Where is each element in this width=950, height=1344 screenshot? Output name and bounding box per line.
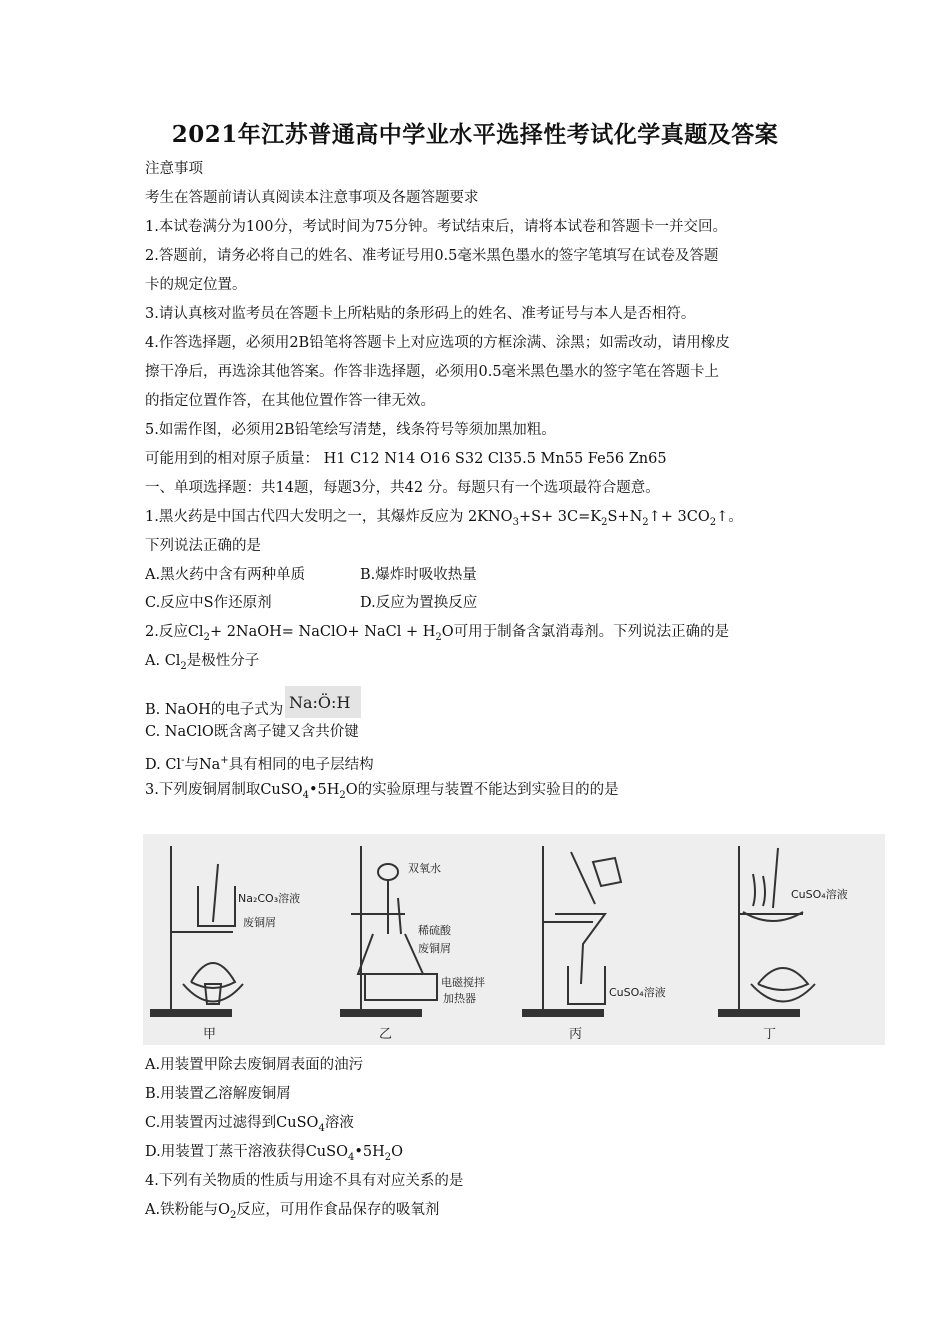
q3-stem: 3.下列废铜屑制取$CuSO_4•5H_2O$的实验原理与装置不能达到实验目的的是 — [145, 782, 619, 801]
notice-item-4b: 擦干净后，再选涂其他答案。作答非选择题，必须用0.5毫米黑色墨水的签字笔在答题卡上 — [145, 364, 720, 380]
notice-intro: 考生在答题前请认真阅读本注意事项及各题答题要求 — [145, 190, 479, 206]
yi-label-3: 废铜屑 — [418, 942, 451, 955]
naoh-electron-formula-image — [285, 686, 361, 718]
notice-item-2b: 卡的规定位置。 — [145, 277, 247, 293]
notice-item-1: 1.本试卷满分为100分，考试时间为75分钟。考试结束后，请将本试卷和答题卡一并交回。 — [145, 219, 727, 235]
q1-option-b: B.爆炸时吸收热量 — [360, 567, 477, 583]
yi-label-1: 双氧水 — [408, 862, 441, 875]
bing-label: CuSO₄溶液 — [609, 986, 666, 999]
q3-option-c: C.用装置丙过滤得到CuSO$_4$溶液 — [145, 1115, 354, 1134]
svg-text:Na:Ö:H: Na:Ö:H — [289, 693, 351, 712]
q4-option-a: A.铁粉能与$O_2$反应，可用作食品保存的吸氧剂 — [145, 1202, 440, 1221]
notice-item-2a: 2.答题前，请务必将自己的姓名、准考证号用0.5毫米黑色墨水的签字笔填写在试卷及答题 — [145, 248, 719, 264]
q1-question: 下列说法正确的是 — [145, 538, 261, 554]
notice-item-5: 5.如需作图，必须用2B铅笔绘写清楚，线条符号等须加黑加粗。 — [145, 422, 556, 438]
q1-option-a: A.黑火药中含有两种单质 — [145, 567, 306, 583]
q1-option-d: D.反应为置换反应 — [360, 595, 478, 611]
jia-label-1: Na₂CO₃溶液 — [238, 892, 301, 905]
page-title: 2021年江苏普通高中学业水平选择性考试化学真题及答案 — [171, 121, 779, 148]
notice-item-3: 3.请认真核对监考员在答题卡上所粘贴的条形码上的姓名、准考证号与本人是否相符。 — [145, 306, 696, 322]
yi-label-5: 加热器 — [443, 992, 476, 1005]
atomic-masses: 可能用到的相对原子质量： H1 C12 N14 O16 S32 Cl35.5 Mn55 Fe56 Zn65 — [145, 451, 667, 467]
notice-item-4a: 4.作答选择题，必须用2B铅笔将答题卡上对应选项的方框涂满、涂黑；如需改动，请用橡皮 — [145, 335, 730, 351]
q1-option-c: C.反应中S作还原剂 — [145, 595, 272, 611]
q1-stem: 1.黑火药是中国古代四大发明之一，其爆炸反应为 $2KNO_3+S+$ $3C=K_2S+N_2↑+$ $3CO_2↑$。 — [145, 509, 743, 528]
yi-label-4: 电磁搅拌 — [441, 976, 485, 989]
q3-option-a: A.用装置甲除去废铜屑表面的油污 — [145, 1057, 364, 1073]
apparatus-figure — [143, 834, 885, 1045]
jia-label-2: 废铜屑 — [243, 916, 276, 929]
notice-heading: 注意事项 — [145, 161, 203, 177]
yi-label-2: 稀硫酸 — [418, 924, 451, 937]
caption-bing: 丙 — [569, 1027, 583, 1042]
notice-item-4c: 的指定位置作答，在其他位置作答一律无效。 — [145, 393, 435, 409]
apparatus-bing — [523, 846, 621, 1016]
caption-ding: 丁 — [763, 1027, 777, 1042]
q4-stem: 4.下列有关物质的性质与用途不具有对应关系的是 — [145, 1173, 464, 1189]
section-1-heading: 一、单项选择题：共14题，每题3分，共42 分。每题只有一个选项最符合题意。 — [145, 480, 660, 496]
caption-yi: 乙 — [379, 1027, 393, 1042]
q2-option-b: B. NaOH的电子式为 Na:Ö:H — [145, 694, 361, 726]
q3-option-b: B.用装置乙溶解废铜屑 — [145, 1086, 291, 1102]
q2-option-a: A. $Cl_2$是极性分子 — [145, 653, 260, 672]
q2-option-c: C. NaClO既含离子键又含共价键 — [145, 724, 359, 740]
ding-label: CuSO₄溶液 — [791, 888, 848, 901]
q2-stem: 2.反应$Cl_2+$ 2NaOH= NaClO+ NaCl + $H_2O$可用于制备含氯消毒剂。下列说法正确的是 — [145, 624, 730, 643]
apparatus-ding — [719, 846, 815, 1016]
apparatus-jia — [151, 846, 243, 1016]
q2-option-d: D. Cl-与Na+具有相同的电子层结构 — [145, 755, 374, 773]
q3-option-d: D.用装置丁蒸干溶液获得$CuSO_4•5H_2O$ — [145, 1144, 404, 1163]
caption-jia: 甲 — [203, 1027, 217, 1042]
